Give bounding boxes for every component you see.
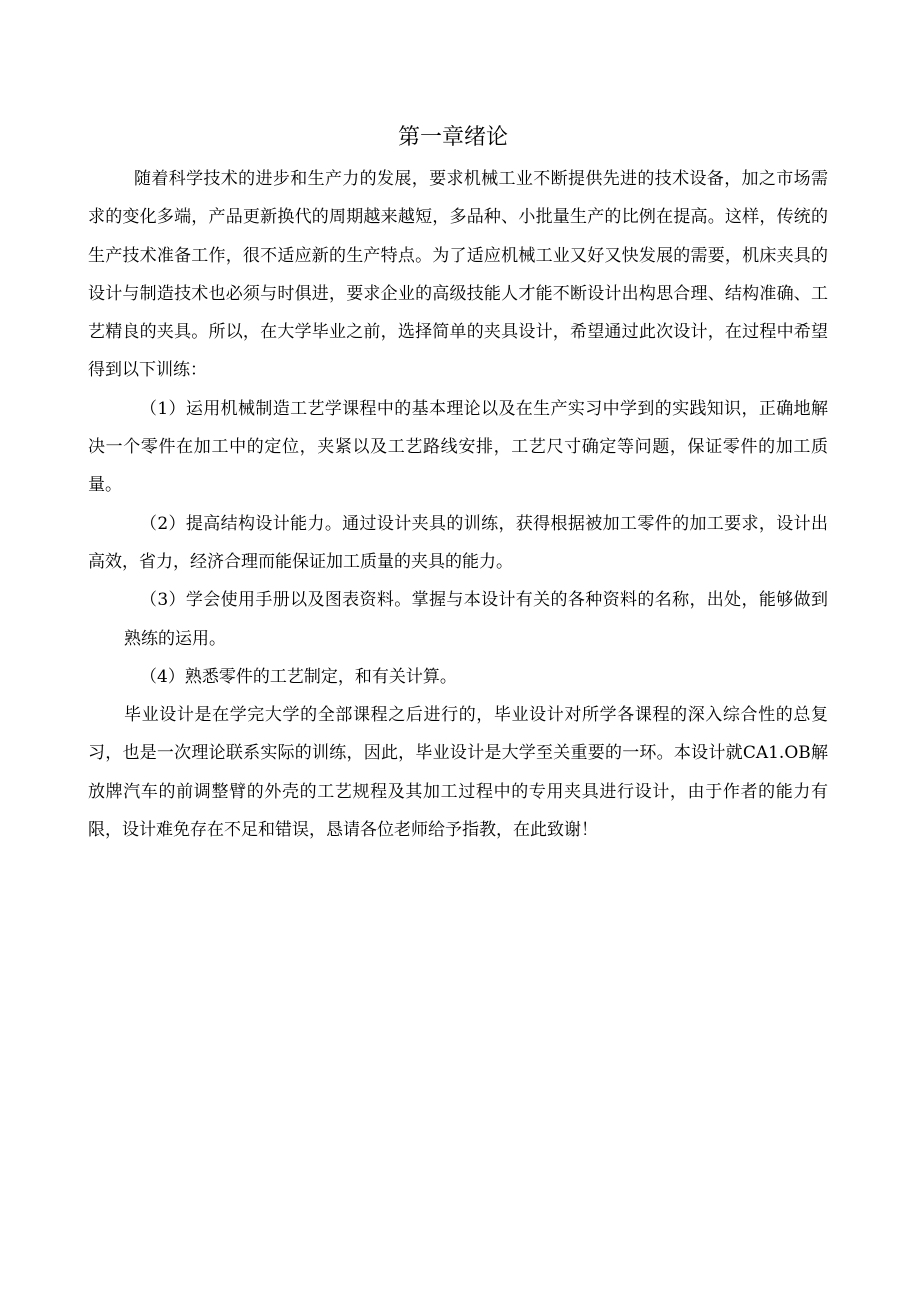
training-item-2: （2）提高结构设计能力。通过设计夹具的训练，获得根据被加工零件的加工要求，设计出高效，省力，经济合理而能保证加工质量的夹具的能力。 xyxy=(88,513,828,572)
conclusion-paragraph: 毕业设计是在学完大学的全部课程之后进行的，毕业设计对所学各课程的深入综合性的总复习，也是一次理论联系实际的训练，因此，毕业设计是大学至关重要的一环。本设计就CA1.OB解放牌汽车的前调整臂的外壳的工艺规程及其加工过程中的专用夹具进行设计，由于作者的能力有限，设计难免存在不足和错误，恳请各位老师给予指教，在此致谢！ xyxy=(88,705,828,841)
training-item-4: （4）熟悉零件的工艺制定，和有关计算。 xyxy=(140,666,457,687)
training-item-1: （1）运用机械制造工艺学课程中的基本理论以及在生产实习中学到的实践知识，正确地解决一个零件在加工中的定位，夹紧以及工艺路线安排，工艺尺寸确定等问题，保证零件的加工质量。 xyxy=(88,398,828,496)
chapter-title: 第一章绪论 xyxy=(397,125,508,150)
training-item-3: （3）学会使用手册以及图表资料。掌握与本设计有关的各种资料的名称，出处，能够做到熟练的运用。 xyxy=(124,590,828,649)
intro-paragraph: 随着科学技术的进步和生产力的发展，要求机械工业不断提供先进的技术设备，加之市场需求的变化多端，产品更新换代的周期越来越短，多品种、小批量生产的比例在提高。这样，传统的生产技术准备工作，很不适应新的生产特点。为了适应机械工业又好又快发展的需要，机床夹具的设计与制造技术也必须与时俱进，要求企业的高级技能人才能不断设计出构思合理、结构准确、工艺精良的夹具。所以，在大学毕业之前，选择简单的夹具设计，希望通过此次设计，在过程中希望得到以下训练： xyxy=(88,169,828,381)
body-text xyxy=(88,160,828,849)
